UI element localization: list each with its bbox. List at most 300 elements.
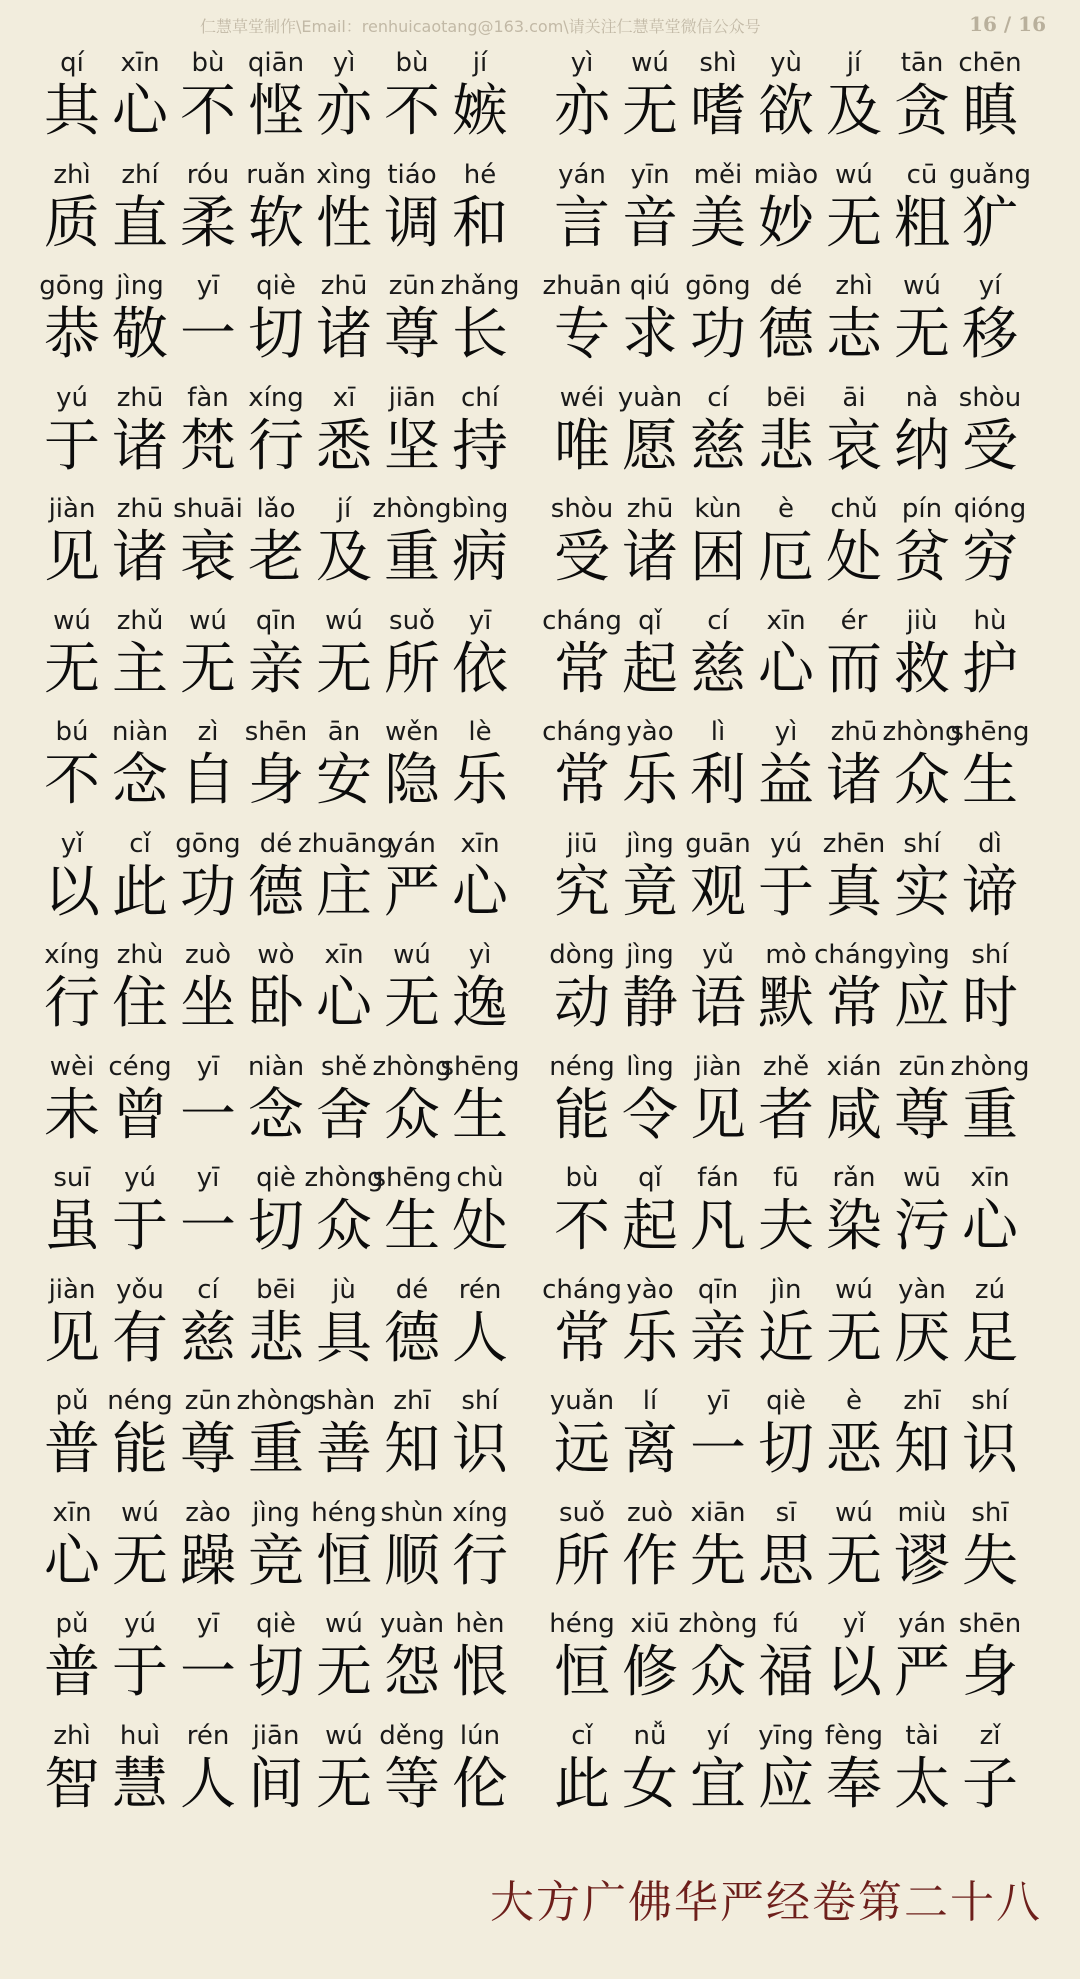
verse-left-half bbox=[38, 1494, 514, 1605]
hanzi: 凡 bbox=[690, 1194, 746, 1259]
hanzi: 常 bbox=[554, 1305, 610, 1371]
character-cell bbox=[446, 1382, 514, 1493]
hanzi: 切 bbox=[758, 1417, 814, 1482]
hanzi: 一 bbox=[180, 302, 236, 367]
hanzi: 识 bbox=[962, 1417, 1018, 1482]
hanzi: 志 bbox=[826, 302, 882, 367]
pinyin: yán bbox=[388, 828, 436, 859]
pinyin: zú bbox=[974, 1274, 1006, 1305]
hanzi: 处 bbox=[452, 1194, 508, 1259]
pinyin: cháng bbox=[542, 717, 622, 747]
hanzi: 老 bbox=[248, 525, 304, 590]
hanzi: 贪 bbox=[894, 79, 950, 144]
hanzi: 持 bbox=[452, 413, 508, 479]
pinyin: suǒ bbox=[559, 1497, 605, 1528]
hanzi: 心 bbox=[758, 636, 814, 702]
verse-right-half bbox=[548, 1048, 1030, 1159]
pinyin: nǚ bbox=[633, 1720, 667, 1751]
pinyin: shí bbox=[971, 1386, 1009, 1416]
pinyin: tài bbox=[905, 1720, 939, 1751]
hanzi: 亲 bbox=[248, 636, 304, 702]
pinyin: yú bbox=[56, 382, 88, 413]
pinyin: shí bbox=[971, 940, 1009, 970]
hanzi: 护 bbox=[962, 636, 1018, 702]
pinyin: pǔ bbox=[55, 1609, 89, 1639]
pinyin: yīng bbox=[758, 1720, 814, 1751]
verse-row bbox=[0, 936, 1080, 1048]
pinyin: xīn bbox=[52, 1497, 92, 1528]
character-cell bbox=[956, 1717, 1024, 1828]
hanzi: 曾 bbox=[112, 1082, 168, 1148]
pinyin: chù bbox=[456, 1163, 504, 1193]
pinyin: miù bbox=[897, 1497, 947, 1528]
hanzi: 妙 bbox=[758, 190, 814, 256]
character-cell bbox=[446, 1494, 514, 1605]
pinyin: tiáo bbox=[387, 159, 437, 190]
pinyin: wú bbox=[53, 605, 91, 636]
hanzi: 常 bbox=[554, 636, 610, 702]
hanzi: 嗜 bbox=[690, 79, 746, 144]
hanzi: 动 bbox=[554, 971, 610, 1036]
pinyin: bēi bbox=[256, 1274, 296, 1305]
verse-row bbox=[0, 1494, 1080, 1606]
pinyin: zhí bbox=[121, 159, 159, 190]
pinyin: shòu bbox=[958, 382, 1022, 413]
pinyin: fèng bbox=[824, 1720, 884, 1751]
pinyin: shuāi bbox=[173, 494, 243, 524]
hanzi: 德 bbox=[248, 859, 304, 925]
pinyin: wú bbox=[835, 1497, 873, 1528]
verse-row bbox=[0, 1382, 1080, 1494]
character-cell bbox=[956, 44, 1024, 155]
pinyin: jiàn bbox=[694, 1051, 742, 1082]
pinyin: jí bbox=[472, 48, 488, 78]
verse-right-half bbox=[548, 825, 1024, 936]
pinyin: cháng bbox=[542, 605, 622, 636]
hanzi: 于 bbox=[112, 1194, 168, 1259]
pinyin: wú bbox=[393, 940, 431, 970]
pinyin: jí bbox=[846, 48, 862, 78]
pinyin: chí bbox=[461, 382, 499, 413]
verse-left-half bbox=[38, 267, 520, 378]
pinyin: jiū bbox=[566, 828, 598, 859]
pinyin: cí bbox=[707, 382, 729, 413]
pinyin: cháng bbox=[542, 1274, 622, 1305]
pinyin: dé bbox=[259, 828, 293, 859]
hanzi: 无 bbox=[826, 1305, 882, 1371]
hanzi: 主 bbox=[112, 636, 168, 702]
pinyin: shēn bbox=[244, 717, 308, 747]
pinyin: rén bbox=[458, 1274, 502, 1305]
pinyin: děng bbox=[379, 1720, 445, 1751]
verse-row bbox=[0, 1271, 1080, 1383]
pinyin: qiān bbox=[247, 48, 305, 78]
hanzi: 无 bbox=[622, 79, 678, 144]
hanzi: 功 bbox=[690, 302, 746, 367]
hanzi: 善 bbox=[316, 1417, 372, 1482]
hanzi: 修 bbox=[622, 1640, 678, 1705]
pinyin: bìng bbox=[451, 494, 509, 524]
hanzi: 慈 bbox=[690, 413, 746, 479]
character-cell bbox=[956, 1271, 1024, 1382]
verse-right-half bbox=[542, 267, 1024, 378]
character-cell bbox=[950, 1048, 1030, 1159]
pinyin: wú bbox=[325, 605, 363, 636]
hanzi: 亦 bbox=[316, 79, 372, 144]
hanzi: 慈 bbox=[690, 636, 746, 702]
pinyin: yī bbox=[196, 1051, 220, 1082]
hanzi: 静 bbox=[622, 971, 678, 1036]
hanzi: 专 bbox=[554, 302, 610, 367]
pinyin: xīn bbox=[460, 828, 500, 859]
hanzi: 常 bbox=[554, 748, 610, 813]
hanzi: 于 bbox=[112, 1640, 168, 1705]
pinyin: bù bbox=[565, 1163, 599, 1193]
hanzi: 悲 bbox=[248, 1305, 304, 1371]
hanzi: 知 bbox=[894, 1417, 950, 1482]
hanzi: 时 bbox=[962, 971, 1018, 1036]
pinyin: róu bbox=[186, 159, 230, 190]
hanzi: 德 bbox=[758, 302, 814, 367]
hanzi: 真 bbox=[826, 859, 882, 925]
hanzi: 间 bbox=[248, 1751, 304, 1817]
hanzi: 粗 bbox=[894, 190, 950, 256]
hanzi: 识 bbox=[452, 1417, 508, 1482]
pinyin: shàn bbox=[312, 1386, 376, 1416]
hanzi: 默 bbox=[758, 971, 814, 1036]
pinyin: yì bbox=[774, 717, 798, 747]
hanzi: 悭 bbox=[248, 79, 304, 144]
hanzi: 生 bbox=[452, 1082, 508, 1148]
pinyin: fú bbox=[773, 1609, 799, 1639]
pinyin: xīn bbox=[120, 48, 160, 78]
watermark-notice: 仁慧草堂制作\Email：renhuicaotang@163.com\请关注仁慧草堂微信公众号 bbox=[200, 17, 761, 36]
pinyin: ruǎn bbox=[246, 159, 306, 190]
scripture-text bbox=[0, 44, 1080, 1828]
pinyin: qí bbox=[60, 48, 84, 78]
pinyin: jí bbox=[336, 494, 352, 524]
pinyin: jiàn bbox=[48, 1274, 96, 1305]
hanzi: 福 bbox=[758, 1640, 814, 1705]
verse-left-half bbox=[38, 936, 514, 1047]
pinyin: zūn bbox=[898, 1051, 946, 1082]
verse-row bbox=[0, 1048, 1080, 1160]
hanzi: 及 bbox=[826, 79, 882, 144]
hanzi: 逸 bbox=[452, 971, 508, 1036]
pinyin: rǎn bbox=[832, 1163, 876, 1193]
hanzi: 以 bbox=[826, 1640, 882, 1705]
pinyin: yǔ bbox=[702, 940, 734, 970]
pinyin: xíng bbox=[44, 940, 100, 970]
pinyin: wú bbox=[189, 605, 227, 636]
pinyin: qīn bbox=[697, 1274, 739, 1305]
hanzi: 乐 bbox=[452, 748, 508, 813]
pinyin: jìng bbox=[116, 271, 164, 301]
pinyin: miào bbox=[753, 159, 819, 190]
pinyin: zhòng bbox=[372, 494, 452, 524]
pinyin: āi bbox=[842, 382, 866, 413]
page-indicator: 16 / 16 bbox=[969, 12, 1046, 36]
character-cell bbox=[956, 936, 1024, 1047]
hanzi: 见 bbox=[44, 1305, 100, 1371]
hanzi: 性 bbox=[316, 190, 372, 256]
character-cell bbox=[956, 1382, 1024, 1493]
hanzi: 悲 bbox=[758, 413, 814, 479]
hanzi: 竞 bbox=[248, 1528, 304, 1594]
pinyin: yán bbox=[898, 1609, 946, 1639]
pinyin: zhū bbox=[626, 494, 674, 524]
hanzi: 无 bbox=[384, 971, 440, 1036]
character-cell bbox=[953, 490, 1027, 601]
pinyin: zhì bbox=[835, 271, 873, 301]
pinyin: zhòng bbox=[304, 1163, 384, 1193]
pinyin: huì bbox=[119, 1720, 161, 1751]
hanzi: 思 bbox=[758, 1528, 814, 1594]
verse-left-half bbox=[38, 156, 514, 267]
hanzi: 一 bbox=[180, 1082, 236, 1148]
verse-right-half bbox=[548, 1717, 1024, 1828]
hanzi: 求 bbox=[622, 302, 678, 367]
pinyin: bù bbox=[395, 48, 429, 78]
pinyin: qiè bbox=[766, 1386, 806, 1416]
pinyin: wú bbox=[325, 1609, 363, 1639]
pinyin: shě bbox=[320, 1051, 368, 1082]
pinyin: yī bbox=[196, 1163, 220, 1193]
hanzi: 亦 bbox=[554, 79, 610, 144]
pinyin: zūn bbox=[388, 271, 436, 301]
pinyin: zhū bbox=[830, 717, 878, 747]
hanzi: 身 bbox=[962, 1640, 1018, 1705]
hanzi: 念 bbox=[248, 1082, 304, 1148]
character-cell bbox=[446, 156, 514, 267]
verse-row bbox=[0, 713, 1080, 825]
hanzi: 生 bbox=[962, 748, 1018, 813]
verse-row bbox=[0, 825, 1080, 937]
hanzi: 尊 bbox=[894, 1082, 950, 1148]
hanzi: 隐 bbox=[384, 748, 440, 813]
hanzi: 观 bbox=[690, 859, 746, 925]
hanzi: 而 bbox=[826, 636, 882, 702]
verse-row bbox=[0, 267, 1080, 379]
character-cell bbox=[950, 713, 1030, 824]
hanzi: 应 bbox=[758, 1751, 814, 1817]
pinyin: zhòng bbox=[236, 1386, 316, 1416]
hanzi: 恒 bbox=[554, 1640, 610, 1705]
hanzi: 一 bbox=[180, 1194, 236, 1259]
hanzi: 贫 bbox=[894, 525, 950, 590]
hanzi: 心 bbox=[112, 79, 168, 144]
pinyin: zhì bbox=[53, 1720, 91, 1751]
hanzi: 无 bbox=[44, 636, 100, 702]
hanzi: 虽 bbox=[44, 1194, 100, 1259]
verse-right-half bbox=[542, 602, 1024, 713]
hanzi: 普 bbox=[44, 1640, 100, 1705]
pinyin: xīn bbox=[324, 940, 364, 970]
verse-row bbox=[0, 44, 1080, 156]
hanzi: 人 bbox=[452, 1305, 508, 1371]
hanzi: 柔 bbox=[180, 190, 236, 256]
hanzi: 一 bbox=[690, 1417, 746, 1482]
pinyin: xìng bbox=[316, 159, 372, 190]
pinyin: jìng bbox=[626, 940, 674, 970]
verse-row bbox=[0, 490, 1080, 602]
pinyin: zhū bbox=[320, 271, 368, 301]
hanzi: 梵 bbox=[180, 413, 236, 479]
pinyin: yǐ bbox=[60, 828, 84, 859]
hanzi: 重 bbox=[962, 1082, 1018, 1148]
hanzi: 见 bbox=[690, 1082, 746, 1148]
hanzi: 无 bbox=[180, 636, 236, 702]
pinyin: zūn bbox=[184, 1386, 232, 1416]
pinyin: ér bbox=[840, 605, 868, 636]
verse-right-half bbox=[548, 1494, 1024, 1605]
hanzi: 子 bbox=[962, 1751, 1018, 1817]
hanzi: 衰 bbox=[180, 525, 236, 590]
pinyin: dé bbox=[395, 1274, 429, 1305]
hanzi: 坐 bbox=[180, 971, 236, 1036]
hanzi: 人 bbox=[180, 1751, 236, 1817]
character-cell bbox=[956, 1159, 1024, 1270]
page-header bbox=[0, 12, 1080, 38]
pinyin: yào bbox=[626, 1274, 674, 1305]
pinyin: shòu bbox=[550, 494, 614, 524]
pinyin: nà bbox=[905, 382, 939, 413]
verse-left-half bbox=[38, 825, 514, 936]
pinyin: wú bbox=[325, 1720, 363, 1751]
hanzi: 无 bbox=[826, 190, 882, 256]
character-cell bbox=[446, 1605, 514, 1716]
pinyin: yuǎn bbox=[549, 1386, 615, 1416]
pinyin: ān bbox=[327, 717, 361, 747]
character-cell bbox=[956, 825, 1024, 936]
pinyin: jiàn bbox=[48, 494, 96, 524]
pinyin: chǔ bbox=[830, 494, 878, 524]
pinyin: shì bbox=[699, 48, 737, 78]
pinyin: qǐ bbox=[638, 605, 662, 636]
hanzi: 恶 bbox=[826, 1417, 882, 1482]
pinyin: suǒ bbox=[389, 605, 435, 636]
pinyin: wò bbox=[257, 940, 295, 970]
pinyin: jù bbox=[332, 1274, 356, 1305]
pinyin: shī bbox=[971, 1497, 1009, 1528]
pinyin: zhēn bbox=[822, 828, 886, 859]
character-cell bbox=[446, 713, 514, 824]
character-cell bbox=[446, 825, 514, 936]
hanzi: 慧 bbox=[112, 1751, 168, 1817]
verse-row bbox=[0, 1717, 1080, 1829]
pinyin: zhuān bbox=[542, 271, 622, 301]
hanzi: 竟 bbox=[622, 859, 678, 925]
pinyin: qiè bbox=[256, 1609, 296, 1639]
hanzi: 欲 bbox=[758, 79, 814, 144]
pinyin: zhuāng bbox=[298, 828, 394, 859]
hanzi: 其 bbox=[44, 79, 100, 144]
pinyin: yú bbox=[770, 828, 802, 859]
verse-left-half bbox=[38, 1382, 514, 1493]
verse-left-half bbox=[38, 1048, 520, 1159]
hanzi: 诸 bbox=[112, 525, 168, 590]
hanzi: 严 bbox=[894, 1640, 950, 1705]
hanzi: 受 bbox=[554, 525, 610, 590]
pinyin: chēn bbox=[958, 48, 1022, 78]
hanzi: 尊 bbox=[384, 302, 440, 367]
hanzi: 严 bbox=[384, 859, 440, 925]
hanzi: 常 bbox=[826, 971, 882, 1036]
pinyin: yàn bbox=[898, 1274, 946, 1305]
hanzi: 远 bbox=[554, 1417, 610, 1482]
pinyin: héng bbox=[549, 1609, 615, 1639]
hanzi: 不 bbox=[44, 748, 100, 813]
hanzi: 质 bbox=[44, 190, 100, 256]
hanzi: 者 bbox=[758, 1082, 814, 1148]
pinyin: fàn bbox=[187, 382, 229, 413]
character-cell bbox=[949, 156, 1031, 267]
pinyin: xíng bbox=[452, 1497, 508, 1528]
pinyin: wěn bbox=[385, 717, 439, 747]
hanzi: 厌 bbox=[894, 1305, 950, 1371]
hanzi: 言 bbox=[554, 190, 610, 256]
pinyin: céng bbox=[108, 1051, 172, 1082]
hanzi: 嫉 bbox=[452, 79, 508, 144]
verse-left-half bbox=[38, 602, 514, 713]
hanzi: 太 bbox=[894, 1751, 950, 1817]
pinyin: hèn bbox=[455, 1609, 505, 1639]
hanzi: 诸 bbox=[826, 748, 882, 813]
character-cell bbox=[446, 490, 514, 601]
pinyin: jìng bbox=[252, 1497, 300, 1528]
hanzi: 众 bbox=[690, 1640, 746, 1705]
pinyin: bú bbox=[55, 717, 89, 747]
hanzi: 尊 bbox=[180, 1417, 236, 1482]
hanzi: 卧 bbox=[248, 971, 304, 1036]
hanzi: 悉 bbox=[316, 413, 372, 479]
hanzi: 依 bbox=[452, 636, 508, 702]
pinyin: wèi bbox=[49, 1051, 95, 1082]
pinyin: yí bbox=[706, 1720, 730, 1751]
pinyin: hé bbox=[463, 159, 497, 190]
hanzi: 坚 bbox=[384, 413, 440, 479]
pinyin: zhǎng bbox=[440, 271, 520, 301]
pinyin: niàn bbox=[247, 1051, 305, 1082]
hanzi: 受 bbox=[962, 413, 1018, 479]
hanzi: 诸 bbox=[112, 413, 168, 479]
hanzi: 女 bbox=[622, 1751, 678, 1817]
hanzi: 起 bbox=[622, 636, 678, 702]
hanzi: 染 bbox=[826, 1194, 882, 1259]
pinyin: cǐ bbox=[571, 1720, 593, 1751]
pinyin: mò bbox=[765, 940, 807, 970]
character-cell bbox=[956, 267, 1024, 378]
pinyin: jiān bbox=[252, 1720, 300, 1751]
pinyin: wú bbox=[631, 48, 669, 78]
hanzi: 污 bbox=[894, 1194, 950, 1259]
pinyin: néng bbox=[107, 1386, 173, 1416]
hanzi: 究 bbox=[554, 859, 610, 925]
pinyin: tān bbox=[900, 48, 944, 78]
hanzi: 恒 bbox=[316, 1528, 372, 1594]
pinyin: zhòng bbox=[678, 1609, 758, 1639]
pinyin: rén bbox=[186, 1720, 230, 1751]
pinyin: cí bbox=[707, 605, 729, 636]
hanzi: 近 bbox=[758, 1305, 814, 1371]
pinyin: yì bbox=[332, 48, 356, 78]
pinyin: xíng bbox=[248, 382, 304, 413]
verse-row bbox=[0, 156, 1080, 268]
pinyin: yīn bbox=[630, 159, 670, 190]
hanzi: 于 bbox=[758, 859, 814, 925]
hanzi: 咸 bbox=[826, 1082, 882, 1148]
pinyin: shùn bbox=[380, 1497, 444, 1528]
